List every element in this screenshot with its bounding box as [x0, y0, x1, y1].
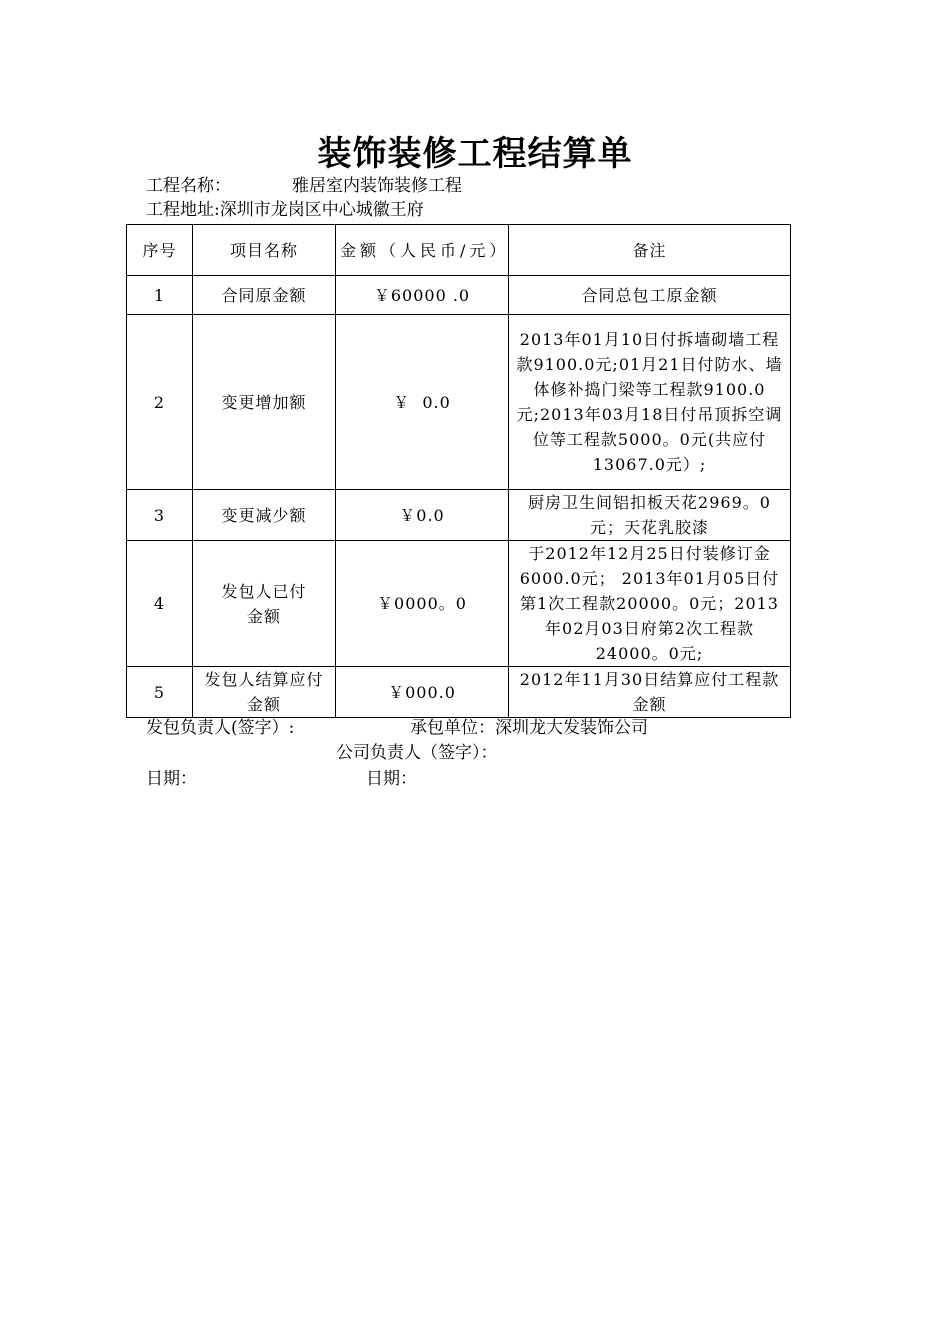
- row-note: 厨房卫生间铝扣板天花2969。0元；天花乳胶漆: [509, 490, 791, 541]
- row-item: 发包人已付金额: [193, 541, 336, 667]
- date-right: 日期：: [366, 769, 417, 789]
- project-name-line: [146, 174, 462, 198]
- row-item: 发包人结算应付金额: [193, 667, 336, 718]
- row-note: 于2012年12月25日付装修订金6000.0元； 2013年01月05日付第1次工程款20000。0元；2013年02月03日府第2次工程款24000。0元;: [509, 541, 791, 667]
- header-item: 项目名称: [193, 225, 336, 276]
- row-no: 4: [127, 541, 193, 667]
- header-amount: 金额（人民币/元）: [336, 225, 509, 276]
- header-note: 备注: [509, 225, 791, 276]
- project-name-value: 雅居室内装饰装修工程: [292, 176, 462, 196]
- row-amount: ￥0.0: [336, 490, 509, 541]
- row-item: 变更增加额: [193, 315, 336, 490]
- row-item: 变更减少额: [193, 490, 336, 541]
- row-no: 3: [127, 490, 193, 541]
- contractor-unit: 承包单位：深圳龙大发装饰公司: [410, 718, 648, 738]
- table-row: [127, 276, 791, 315]
- table-row: [127, 667, 791, 718]
- row-amount: ￥ 0.0: [336, 315, 509, 490]
- row-note: 2012年11月30日结算应付工程款金额: [509, 667, 791, 718]
- row-note: 合同总包工原金额: [509, 276, 791, 315]
- table-row: [127, 315, 791, 490]
- row-no: 5: [127, 667, 193, 718]
- settlement-table: [126, 224, 791, 718]
- client-signature: 发包负责人(签字）:: [146, 718, 295, 738]
- row-item: 合同原金额: [193, 276, 336, 315]
- row-amount: ￥60000 .0: [336, 276, 509, 315]
- project-name-label: 工程名称：: [146, 176, 231, 196]
- date-left: 日期：: [146, 769, 197, 789]
- row-no: 2: [127, 315, 193, 490]
- row-note: 2013年01月10日付拆墙砌墙工程款9100.0元;01月21日付防水、墙体修补捣门梁等工程款9100.0元;2013年03月18日付吊顶拆空调位等工程款5000。0元(共应付13067.0元）;: [509, 315, 791, 490]
- table-header-row: [127, 225, 791, 276]
- row-amount: ￥0000。0: [336, 541, 509, 667]
- row-amount: ￥000.0: [336, 667, 509, 718]
- row-no: 1: [127, 276, 193, 315]
- company-signature: 公司负责人（签字）：: [336, 743, 498, 763]
- table-row: [127, 541, 791, 667]
- header-no: 序号: [127, 225, 193, 276]
- table-row: [127, 490, 791, 541]
- project-address: 工程地址:深圳市龙岗区中心城徽王府: [146, 200, 424, 220]
- document-title: 装饰装修工程结算单: [317, 134, 633, 174]
